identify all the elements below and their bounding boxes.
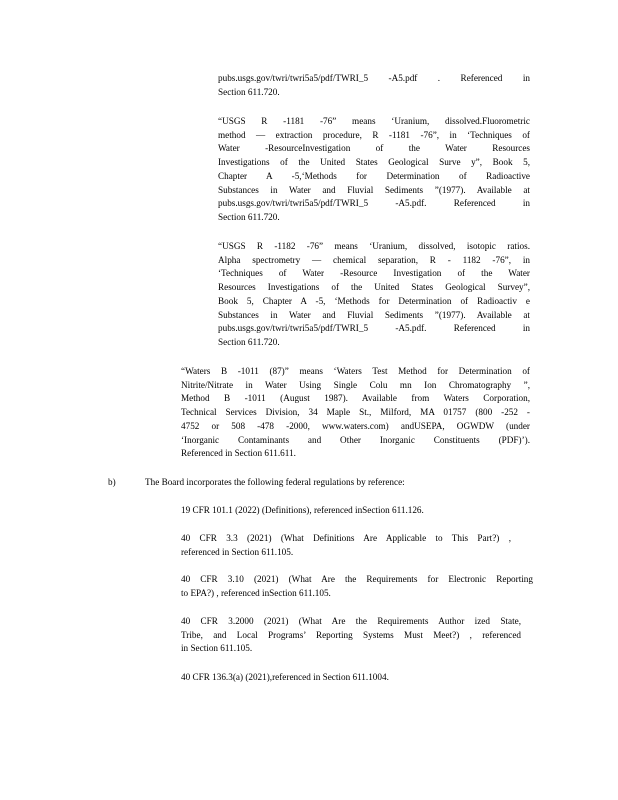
federal-regulations-intro (145, 476, 475, 490)
text-line: 40 CFR 136.3(a) (2021),referenced in Section 611.1004. (181, 672, 389, 682)
cfr-40-136-3-entry (181, 671, 481, 685)
text-line: in Section 611.105. (181, 643, 253, 654)
text-line: Tribe, and Local Programs’ Reporting Systems Must Meet?) , referenced (181, 629, 521, 640)
text-line: ‘Inorganic Contaminants and Other Inorganic Constituents (PDF)’). (181, 434, 530, 445)
text-line: Section 611.720. (218, 211, 280, 222)
text-line: 40 CFR 3.10 (2021) (What Are the Requirements for Electronic Reporting (181, 574, 533, 584)
subsection-marker-b: b) (108, 477, 116, 487)
text-line: Chapter A -5,‘Methods for Determination of Radioactive (218, 170, 530, 181)
text-line: 40 CFR 3.3 (2021) (What Definitions Are Applicable to This Part?) , (181, 533, 511, 543)
text-line: Water -ResourceInvestigation of the Water Resources (218, 143, 530, 154)
text-line: “Waters B -1011 (87)” means ‘Waters Test Method for Determination of (181, 366, 530, 376)
text-line: ‘Techniques of Water -Resource Investigation of the Water (218, 268, 530, 279)
text-line: to EPA?) , referenced inSection 611.105. (181, 587, 331, 598)
text-line: Nitrite/Nitrate in Water Using Single Colu mn Ion Chromatography ”, (181, 379, 530, 390)
text-line: referenced in Section 611.105. (181, 546, 294, 557)
text-line: Book 5, Chapter A -5, ‘Methods for Determination of Radioactiv e (218, 295, 530, 306)
text-line: Substances in Water and Fluvial Sediments ”(1977). Available at (218, 184, 530, 195)
text-line: Method B -1011 (August 1987). Available from Waters Corporation, (181, 393, 530, 404)
text-line: Investigations of the United States Geological Surve y”, Book 5, (218, 157, 530, 168)
cfr-40-3-3-entry (181, 532, 511, 559)
text-line: “USGS R -1182 -76” means ‘Uranium, dissolved, isotopic ratios. (218, 241, 530, 251)
text-line: pubs.usgs.gov/twri/twri5a5/pdf/TWRI_5 -A5.pdf . Referenced in (218, 73, 530, 83)
cfr-40-3-2000-entry (181, 615, 521, 656)
cfr-19-101-1-entry (181, 504, 530, 518)
cfr-40-3-10-entry (181, 573, 533, 600)
text-line: “USGS R -1181 -76” means ‘Uranium, dissolved.Fluorometric (218, 116, 530, 126)
text-line: Section 611.720. (218, 86, 280, 97)
text-line: pubs.usgs.gov/twri/twri5a5/pdf/TWRI_5 -A5.pdf. Referenced in (218, 323, 530, 334)
text-line: The Board incorporates the following federal regulations by reference: (145, 477, 405, 487)
text-line: 40 CFR 3.2000 (2021) (What Are the Requirements Author ized State, (181, 616, 521, 626)
waters-b-1011-definition (181, 365, 530, 461)
text-line: 19 CFR 101.1 (2022) (Definitions), referenced inSection 611.126. (181, 505, 424, 515)
text-line: Alpha spectrometry — chemical separation, R - 1182 -76”, in (218, 254, 530, 265)
text-line: Technical Services Division, 34 Maple St., Milford, MA 01757 (800 -252 - (181, 407, 530, 418)
text-line: Section 611.720. (218, 336, 280, 347)
usgs-r-1182-76-definition (218, 240, 530, 350)
text-line: Referenced in Section 611.611. (181, 448, 296, 459)
usgs-reference-continuation (218, 72, 530, 99)
text-line: method — extraction procedure, R -1181 -76”, in ‘Techniques of (218, 129, 530, 140)
text-line: 4752 or 508 -478 -2000, www.waters.com) andUSEPA, OGWDW (under (181, 420, 530, 431)
text-line: Resources Investigations of the United States Geological Survey”, (218, 282, 530, 293)
usgs-r-1181-76-definition (218, 115, 530, 225)
text-line: Substances in Water and Fluvial Sediments ”(1977). Available at (218, 309, 530, 320)
text-line: pubs.usgs.gov/twri/twri5a5/pdf/TWRI_5 -A5.pdf. Referenced in (218, 198, 530, 209)
